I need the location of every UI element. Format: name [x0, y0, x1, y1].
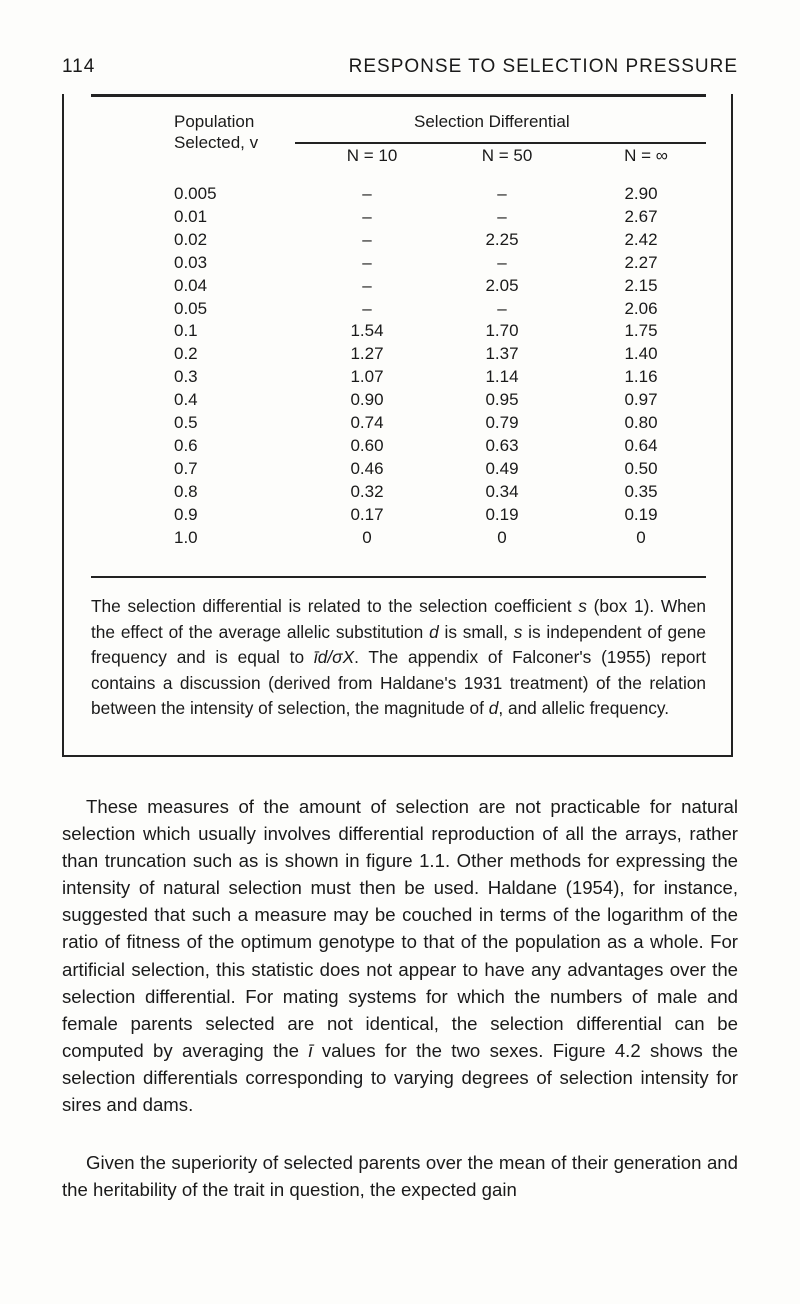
table-cell: 1.27 [350, 344, 384, 364]
differential-header: Selection Differential [414, 112, 570, 131]
box-note: The selection differential is related to the selection coefficient s (box 1). When the effect of the average allelic substitution d is small, s is independent of gene frequency and is equal to īd/σX. The appendix of Falconer's (1955) report contains a discussion (derived from Haldane's 1931 treatment) of the relation between the intensity of selection, the magnitude of d, and allelic frequency. [91, 596, 706, 719]
table-cell: 0.64 [624, 435, 658, 455]
table-cell: 2.05 [485, 275, 519, 295]
subheader-n50: N = 50 [481, 146, 533, 165]
table-cell: 1.07 [350, 367, 384, 387]
table-cell: 1.16 [624, 367, 658, 387]
table-cell: 0.01 [174, 206, 208, 226]
table-cell: 0.35 [624, 481, 658, 501]
table-bottom-rule [91, 576, 706, 578]
table-cell: – [362, 184, 372, 203]
table-cell: – [362, 298, 372, 318]
table-row [64, 528, 735, 551]
table-row [64, 207, 735, 230]
subheader-ninf: N = ∞ [624, 146, 668, 165]
table-cell: 0.19 [624, 504, 658, 524]
table-cell: 0.1 [174, 321, 198, 341]
table-cell: 2.06 [624, 298, 658, 318]
table-cell: 2.90 [624, 184, 658, 203]
table-cell: 2.25 [485, 229, 519, 249]
table-cell: 0.34 [485, 481, 519, 501]
table-cell: 1.70 [485, 321, 519, 341]
table-cell: 0.4 [174, 390, 198, 410]
table-cell: 0.46 [350, 458, 384, 478]
table-cell: 0.04 [174, 275, 208, 295]
table-row [64, 459, 735, 482]
table-cell: 0.005 [174, 184, 217, 203]
table-cell: – [362, 229, 372, 249]
table-cell: 0.63 [485, 435, 519, 455]
table-cell: 0.17 [350, 504, 384, 524]
table-row [64, 367, 735, 390]
table-row [64, 482, 735, 505]
population-header [174, 111, 258, 153]
population-header-line1: Population [174, 112, 255, 131]
table-cell: 1.0 [174, 527, 198, 547]
table-cell: 0.90 [350, 390, 384, 410]
table-cell: 0.5 [174, 413, 198, 432]
table-cell: – [497, 184, 507, 203]
table-row [64, 184, 735, 207]
table-top-rule [91, 94, 706, 97]
table-cell: 2.15 [624, 275, 658, 295]
population-header-line2: Selected, v [174, 133, 259, 152]
table-cell: 1.75 [624, 321, 658, 341]
table-cell: 0.9 [174, 504, 198, 524]
table-cell: 0.32 [350, 481, 384, 501]
table-row [64, 413, 735, 436]
table-cell: 0.97 [624, 390, 658, 410]
subheader-n10: N = 10 [346, 146, 398, 165]
table-cell: 0.49 [485, 458, 519, 478]
table-box [62, 94, 733, 757]
table-cell: 0.7 [174, 458, 198, 478]
table-cell: 0.8 [174, 481, 198, 501]
page-number: 114 [62, 56, 96, 77]
table-row [64, 390, 735, 413]
table-cell: 0.74 [350, 413, 384, 432]
table-cell: 0 [497, 527, 507, 547]
table-cell: 0.05 [174, 298, 208, 318]
table-row [64, 299, 735, 322]
table-row [64, 253, 735, 276]
running-title: RESPONSE TO SELECTION PRESSURE [348, 56, 738, 77]
table-cell: – [362, 206, 372, 226]
table-cell: 0 [362, 527, 372, 547]
table-row [64, 436, 735, 459]
table-cell: 0.79 [485, 413, 519, 432]
table-cell: 0.60 [350, 435, 384, 455]
table-cell: – [362, 252, 372, 272]
table-cell: 0.03 [174, 252, 208, 272]
table-cell: 0.19 [485, 504, 519, 524]
table-cell: 0.50 [624, 458, 658, 478]
table-cell: – [497, 298, 507, 318]
table-cell: 1.37 [485, 344, 519, 364]
table-row [64, 344, 735, 367]
body-paragraph-2: Given the superiority of selected parents over the mean of their generation and the heritability of the trait in question, the expected gain [62, 1152, 738, 1201]
table-cell: 2.27 [624, 252, 658, 272]
table-cell: 2.67 [624, 206, 658, 226]
table-cell: 0 [636, 527, 646, 547]
page-header [62, 56, 738, 86]
table-row [64, 230, 735, 253]
table-cell: – [362, 275, 372, 295]
table-cell: 1.54 [350, 321, 384, 341]
table-cell: 1.40 [624, 344, 658, 364]
table-cell: – [497, 252, 507, 272]
table-cell: 0.02 [174, 229, 208, 249]
table-cell: 2.42 [624, 229, 658, 249]
table-row [64, 505, 735, 528]
table-cell: 0.3 [174, 367, 198, 387]
table-cell: – [497, 206, 507, 226]
table-cell: 1.14 [485, 367, 519, 387]
table-cell: 0.2 [174, 344, 198, 364]
table-cell: 0.6 [174, 435, 198, 455]
body-paragraph-1: These measures of the amount of selection are not practicable for natural selection which usually involves differential reproduction of all the arrays, rather than truncation such as is shown in figure 1.1. Other methods for expressing the intensity of natural selection must then be used. Haldane (1954), for instance, suggested that such a measure may be couched in terms of the logarithm of the ratio of fitness of the optimum genotype to that of the population as a whole. For artificial selection, this statistic does not appear to have any advantages over the selection differential. For mating systems for which the numbers of male and female parents selected are not identical, the selection differential can be computed by averaging the ī values for the two sexes. Figure 4.2 shows the selection differentials corresponding to varying degrees of selection intensity for sires and dams. [62, 796, 738, 1116]
table-cell: 0.95 [485, 390, 519, 410]
table-cell: 0.80 [624, 413, 658, 432]
table-row [64, 321, 735, 344]
table-row [64, 276, 735, 299]
header-rule [295, 142, 706, 144]
